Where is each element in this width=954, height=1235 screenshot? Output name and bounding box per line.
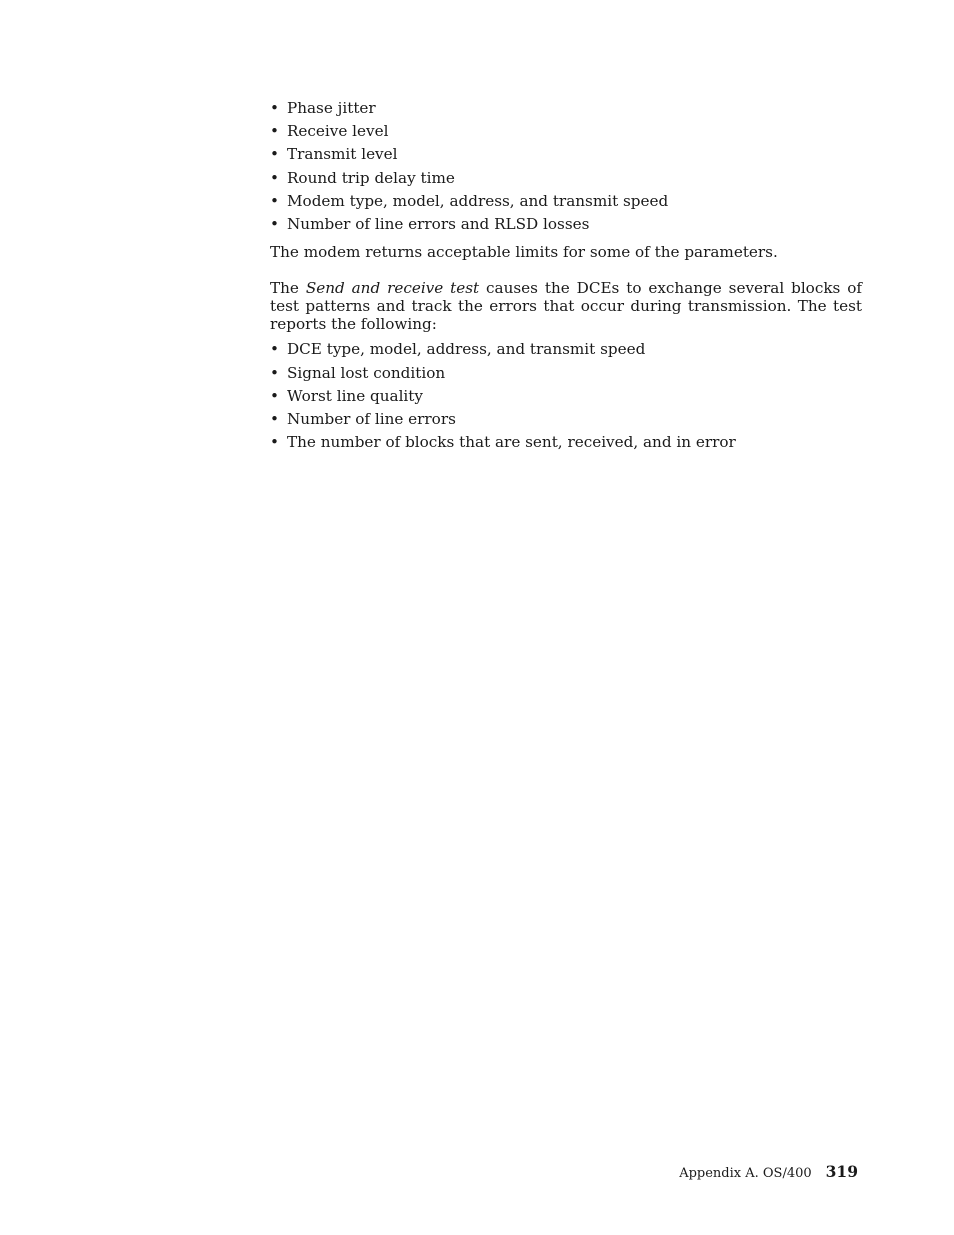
modem-limits-paragraph: The modem returns acceptable limits for some of the parameters.	[270, 243, 778, 262]
parameter-list	[270, 97, 862, 236]
list-item: • Round trip delay time	[270, 167, 862, 190]
test-report-list	[270, 338, 862, 454]
send-receive-test-paragraph: The Send and receive test causes the DCEs to exchange several blocks of test patterns and track the errors that occur during transmission. The test reports the following:	[270, 279, 862, 334]
list-item: • Modem type, model, address, and transmit speed	[270, 190, 862, 213]
bullet-icon: •	[270, 363, 279, 382]
bullet-icon: •	[270, 410, 279, 429]
bullet-icon: •	[270, 145, 279, 164]
page-footer	[679, 1162, 858, 1181]
footer-section-title: Appendix A. OS/400	[679, 1166, 812, 1181]
list-item: • Worst line quality	[270, 385, 862, 408]
list-item: • Receive level	[270, 120, 862, 143]
bullet-icon: •	[270, 386, 279, 405]
list-item: • Number of line errors	[270, 408, 862, 431]
bullet-icon: •	[270, 99, 279, 117]
page-number: 319	[825, 1162, 858, 1181]
bullet-icon: •	[270, 122, 279, 141]
bullet-icon: •	[270, 191, 279, 210]
page-content	[270, 97, 862, 454]
list-item: • Transmit level	[270, 143, 862, 166]
bullet-icon: •	[270, 168, 279, 187]
list-item: • The number of blocks that are sent, received, and in error	[270, 431, 862, 454]
bullet-icon: •	[270, 340, 279, 359]
list-item: • Phase jitter	[270, 97, 862, 120]
test-name-emphasis: Send and receive test	[305, 279, 480, 298]
bullet-icon: •	[270, 433, 279, 452]
list-item: • DCE type, model, address, and transmit speed	[270, 338, 862, 361]
list-item: • Number of line errors and RLSD losses	[270, 213, 862, 236]
bullet-icon: •	[270, 215, 279, 234]
list-item: • Signal lost condition	[270, 362, 862, 385]
